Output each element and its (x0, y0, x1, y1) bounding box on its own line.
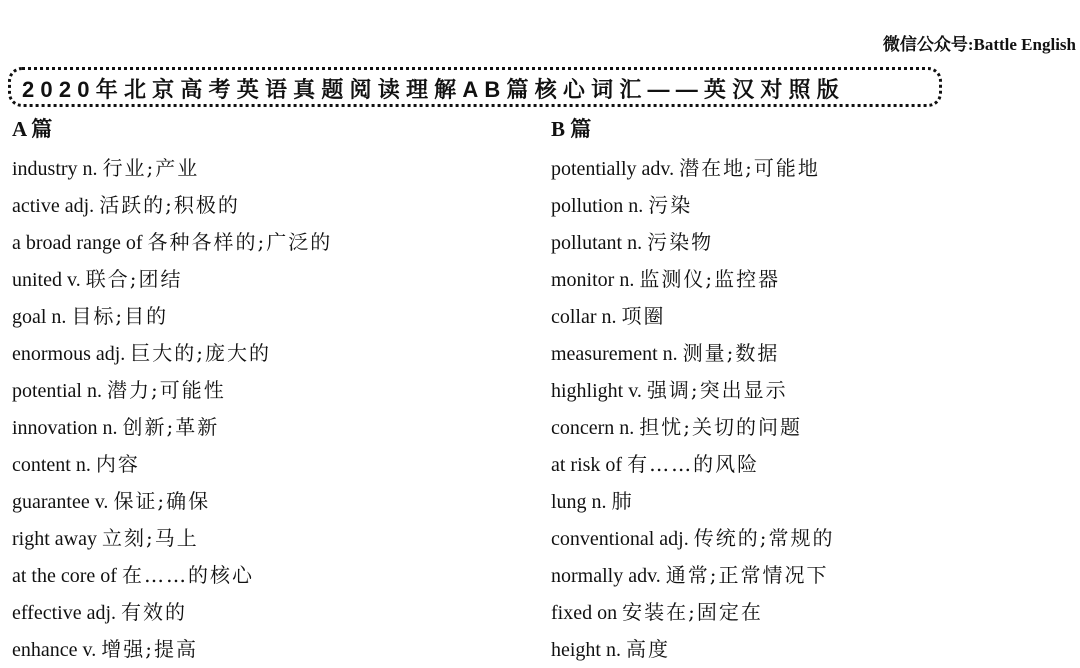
vocab-entry (12, 557, 332, 594)
chinese-meaning: 肺 (611, 489, 634, 513)
vocab-entry (551, 150, 834, 187)
english-term: fixed on (551, 602, 618, 624)
vocab-entry (551, 298, 834, 335)
english-term: right away (12, 528, 97, 550)
english-term: content n. (12, 454, 91, 476)
vocab-entry (551, 446, 834, 483)
english-term: effective adj. (12, 602, 117, 624)
vocab-list (551, 150, 834, 668)
vocab-entry (551, 261, 834, 298)
column-heading: A 篇 (12, 117, 53, 141)
vocab-entry (551, 187, 834, 224)
english-term: pollution n. (551, 195, 644, 217)
english-term: enormous adj. (12, 343, 126, 365)
english-term: goal n. (12, 306, 67, 328)
english-term: concern n. (551, 417, 635, 439)
vocab-entry (12, 409, 332, 446)
english-term: potential n. (12, 380, 102, 402)
chinese-meaning: 目标;目的 (71, 304, 169, 328)
vocab-column-b (551, 113, 834, 668)
chinese-meaning: 传统的;常规的 (693, 526, 835, 550)
chinese-meaning: 高度 (626, 637, 670, 661)
chinese-meaning: 安装在;固定在 (622, 600, 763, 624)
vocab-list (12, 150, 332, 668)
vocab-entry (551, 409, 834, 446)
vocab-entry (12, 335, 332, 372)
chinese-meaning: 潜在地;可能地 (679, 156, 820, 180)
vocab-entry (12, 631, 332, 668)
column-heading: B 篇 (551, 117, 592, 141)
vocab-entry (12, 261, 332, 298)
chinese-meaning: 测量;数据 (682, 341, 780, 365)
source-label: 微信公众号:Battle English (882, 35, 1076, 54)
chinese-meaning: 有效的 (121, 600, 188, 624)
english-term: lung n. (551, 491, 607, 513)
chinese-meaning: 担忧;关切的问题 (639, 415, 803, 439)
chinese-meaning: 立刻;马上 (101, 526, 199, 550)
english-term: a broad range of (12, 232, 143, 254)
chinese-meaning: 潜力;可能性 (106, 378, 226, 402)
chinese-meaning: 项圈 (621, 304, 666, 328)
vocab-entry (12, 520, 332, 557)
chinese-meaning: 增强;提高 (101, 637, 198, 661)
vocab-entry (12, 446, 332, 483)
english-term: enhance v. (12, 639, 97, 661)
vocab-entry (12, 594, 332, 631)
chinese-meaning: 巨大的;庞大的 (130, 341, 272, 365)
chinese-meaning: 保证;确保 (113, 489, 211, 513)
vocab-entry (551, 631, 834, 668)
chinese-meaning: 强调;突出显示 (646, 378, 788, 402)
chinese-meaning: 监测仪;监控器 (639, 267, 781, 291)
english-term: height n. (551, 639, 621, 661)
chinese-meaning: 活跃的;积极的 (99, 193, 240, 217)
english-term: highlight v. (551, 380, 642, 402)
vocab-entry (12, 298, 332, 335)
chinese-meaning: 通常;正常情况下 (665, 563, 829, 587)
english-term: collar n. (551, 306, 617, 328)
english-term: pollutant n. (551, 232, 643, 254)
vocab-entry (551, 224, 834, 261)
english-term: measurement n. (551, 343, 678, 365)
chinese-meaning: 联合;团结 (85, 267, 183, 291)
vocab-entry (551, 335, 834, 372)
chinese-meaning: 创新;革新 (122, 415, 220, 439)
vocab-entry (12, 224, 332, 261)
vocab-entry (551, 557, 834, 594)
english-term: united v. (12, 269, 81, 291)
english-term: active adj. (12, 195, 95, 217)
vocab-entry (12, 187, 332, 224)
vocab-entry (12, 372, 332, 409)
english-term: monitor n. (551, 269, 635, 291)
chinese-meaning: 内容 (95, 452, 140, 476)
english-term: potentially adv. (551, 158, 675, 180)
english-term: normally adv. (551, 565, 661, 587)
vocab-entry (551, 372, 834, 409)
english-term: conventional adj. (551, 528, 689, 550)
english-term: at the core of (12, 565, 117, 587)
english-term: innovation n. (12, 417, 118, 439)
page-title: 2020年北京高考英语真题阅读理解AB篇核心词汇——英汉对照版 (22, 77, 845, 102)
english-term: at risk of (551, 454, 623, 476)
vocab-entry (12, 483, 332, 520)
vocab-entry (551, 520, 834, 557)
chinese-meaning: 各种各样的;广泛的 (147, 230, 333, 254)
vocab-column-a (12, 113, 332, 668)
vocab-entry (551, 483, 834, 520)
vocab-entry (12, 150, 332, 187)
chinese-meaning: 有……的风险 (627, 452, 760, 476)
chinese-meaning: 行业;产业 (102, 156, 200, 180)
english-term: guarantee v. (12, 491, 109, 513)
chinese-meaning: 污染 (648, 193, 693, 217)
vocab-entry (551, 594, 834, 631)
chinese-meaning: 在……的核心 (121, 563, 254, 587)
chinese-meaning: 污染物 (647, 230, 714, 254)
english-term: industry n. (12, 158, 98, 180)
